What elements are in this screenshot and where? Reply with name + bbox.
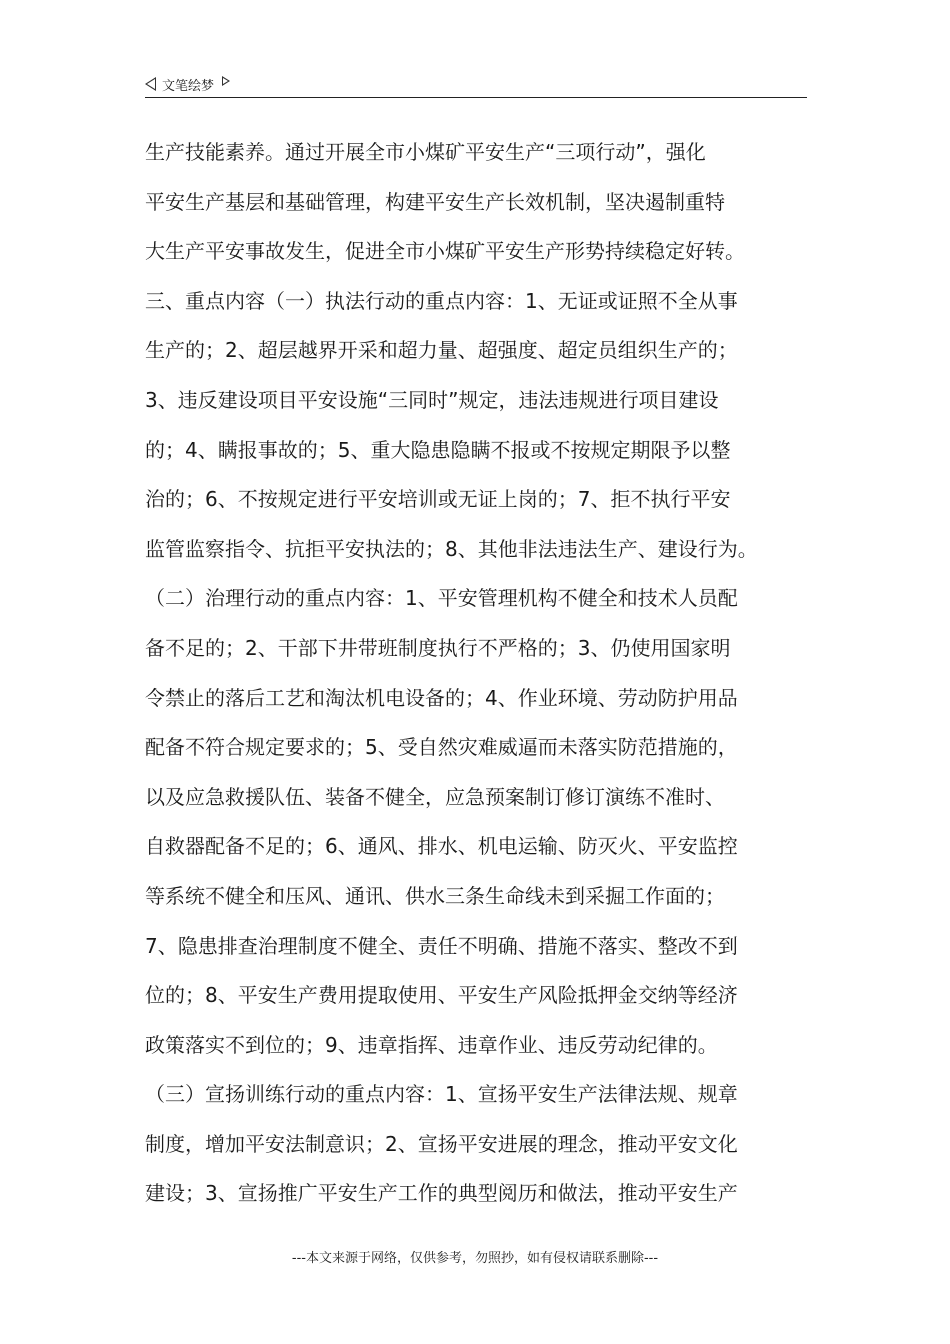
body-line: 平安生产基层和基础管理，构建平安生产长效机制，坚决遏制重特: [145, 189, 725, 214]
body-line: 以及应急救援队伍、装备不健全，应急预案制订修订演练不准时、: [145, 784, 725, 809]
body-line: 生产的；2、超层越界开采和超力量、超强度、超定员组织生产的；: [145, 338, 738, 363]
body-line: 自救器配备不足的；6、通风、排水、机电运输、防灭火、平安监控: [145, 834, 738, 859]
body-line: 制度，增加平安法制意识；2、宣扬平安进展的理念，推动平安文化: [145, 1131, 738, 1156]
body-line: （二）治理行动的重点内容：1、平安管理机构不健全和技术人员配: [145, 586, 738, 611]
body-line: 7、隐患排查治理制度不健全、责任不明确、措施不落实、整改不到: [145, 933, 738, 958]
header-divider: [145, 97, 807, 98]
body-line: 3、违反建设项目平安设施“三同时”规定，违法违规进行项目建设: [145, 387, 719, 412]
body-line: 配备不符合规定要求的；5、受自然灾难威逼而未落实防范措施的，: [145, 735, 738, 760]
body-line: 政策落实不到位的；9、违章指挥、违章作业、违反劳动纪律的。: [145, 1032, 718, 1057]
body-line: 监管监察指令、抗拒平安执法的；8、其他非法违法生产、建设行为。: [145, 536, 758, 561]
body-line: 令禁止的落后工艺和淘汰机电设备的；4、作业环境、劳动防护用品: [145, 685, 738, 710]
body-line: 大生产平安事故发生，促进全市小煤矿平安生产形势持续稳定好转。: [145, 239, 745, 264]
triangle-right-icon: [222, 76, 230, 86]
triangle-left-icon: [145, 77, 156, 91]
body-line: 生产技能素养。通过开展全市小煤矿平安生产“三项行动”，强化: [145, 140, 706, 164]
body-line: （三）宣扬训练行动的重点内容：1、宣扬平安生产法律法规、规章: [145, 1082, 738, 1107]
page-header: [145, 72, 807, 96]
body-line: 三、重点内容（一）执法行动的重点内容：1、无证或证照不全从事: [145, 288, 738, 313]
footer-disclaimer: ---本文来源于网络，仅供参考，勿照抄，如有侵权请联系删除---: [291, 1251, 659, 1266]
body-line: 位的；8、平安生产费用提取使用、平安生产风险抵押金交纳等经济: [145, 983, 738, 1008]
body-line: 的；4、瞒报事故的；5、重大隐患隐瞒不报或不按规定期限予以整: [145, 437, 731, 462]
document-body: [145, 128, 807, 1219]
body-line: 备不足的；2、干部下井带班制度执行不严格的；3、仍使用国家明: [145, 635, 731, 660]
header-title: 文笔绘梦: [162, 78, 215, 94]
body-line: 治的；6、不按规定进行平安培训或无证上岗的；7、拒不执行平安: [145, 487, 731, 512]
body-line: 等系统不健全和压风、通讯、供水三条生命线未到采掘工作面的；: [145, 883, 725, 908]
body-line: 建设；3、宣扬推广平安生产工作的典型阅历和做法，推动平安生产: [145, 1181, 738, 1206]
